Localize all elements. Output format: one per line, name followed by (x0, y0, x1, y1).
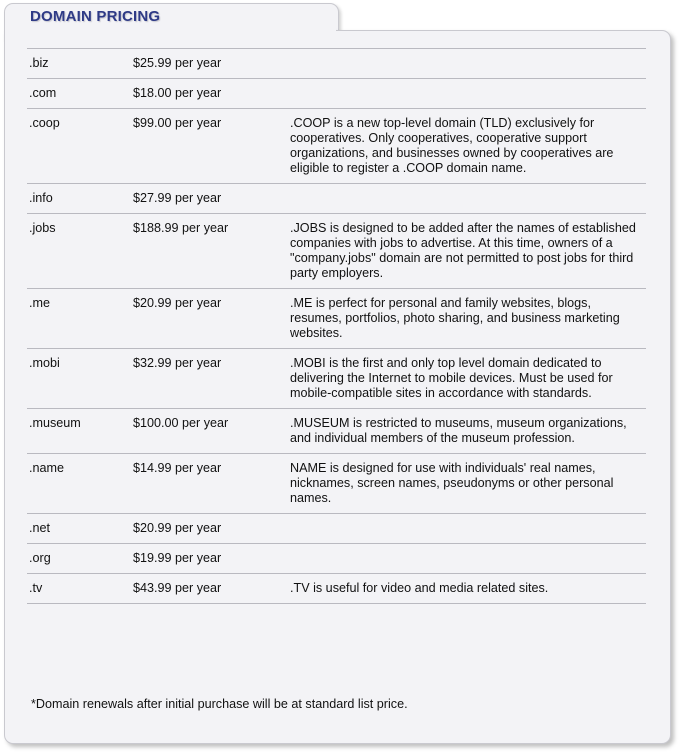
domain-price: $43.99 per year (133, 574, 290, 604)
domain-price: $100.00 per year (133, 409, 290, 454)
domain-description (290, 184, 646, 214)
domain-description: .MUSEUM is restricted to museums, museum organizations, and individual members of the museum profession. (290, 409, 646, 454)
domain-description: .JOBS is designed to be added after the names of established companies with jobs to advertise. At this time, owners of a "company.jobs" domain are not permitted to post jobs for third party employers. (290, 214, 646, 289)
table-row (27, 514, 646, 544)
domain-extension: .name (27, 454, 133, 514)
table-row (27, 109, 646, 184)
domain-price: $27.99 per year (133, 184, 290, 214)
domain-description: NAME is designed for use with individuals' real names, nicknames, screen names, pseudonyms or other personal names. (290, 454, 646, 514)
domain-extension: .tv (27, 574, 133, 604)
domain-extension: .com (27, 79, 133, 109)
table-row (27, 49, 646, 79)
table-row (27, 544, 646, 574)
table-row (27, 79, 646, 109)
domain-description (290, 514, 646, 544)
domain-description: .TV is useful for video and media related sites. (290, 574, 646, 604)
domain-extension: .museum (27, 409, 133, 454)
domain-description: .COOP is a new top-level domain (TLD) exclusively for cooperatives. Only cooperatives, cooperative support organizations, and businesses owned by cooperatives are eligible to register a .COOP domain name. (290, 109, 646, 184)
table-row (27, 409, 646, 454)
table-row (27, 184, 646, 214)
domain-price: $25.99 per year (133, 49, 290, 79)
domain-price: $19.99 per year (133, 544, 290, 574)
table-row (27, 454, 646, 514)
table-row (27, 214, 646, 289)
domain-description (290, 544, 646, 574)
domain-price: $188.99 per year (133, 214, 290, 289)
domain-price: $14.99 per year (133, 454, 290, 514)
domain-description (290, 49, 646, 79)
table-row (27, 289, 646, 349)
domain-price: $18.00 per year (133, 79, 290, 109)
table-row (27, 574, 646, 604)
domain-price: $99.00 per year (133, 109, 290, 184)
domain-description: .ME is perfect for personal and family websites, blogs, resumes, portfolios, photo sharing, and business marketing websites. (290, 289, 646, 349)
domain-extension: .coop (27, 109, 133, 184)
domain-price: $32.99 per year (133, 349, 290, 409)
domain-extension: .org (27, 544, 133, 574)
domain-extension: .info (27, 184, 133, 214)
tab-join (5, 28, 336, 34)
page-title: DOMAIN PRICING (30, 8, 161, 25)
domain-price: $20.99 per year (133, 289, 290, 349)
domain-extension: .me (27, 289, 133, 349)
domain-extension: .net (27, 514, 133, 544)
domain-extension: .jobs (27, 214, 133, 289)
domain-price: $20.99 per year (133, 514, 290, 544)
domain-description (290, 79, 646, 109)
domain-extension: .biz (27, 49, 133, 79)
renewal-footnote: *Domain renewals after initial purchase will be at standard list price. (31, 697, 408, 711)
domain-extension: .mobi (27, 349, 133, 409)
pricing-table (27, 48, 646, 604)
table-row (27, 349, 646, 409)
domain-description: .MOBI is the first and only top level domain dedicated to delivering the Internet to mobile devices. Must be used for mobile-compatible sites in accordance with standards. (290, 349, 646, 409)
